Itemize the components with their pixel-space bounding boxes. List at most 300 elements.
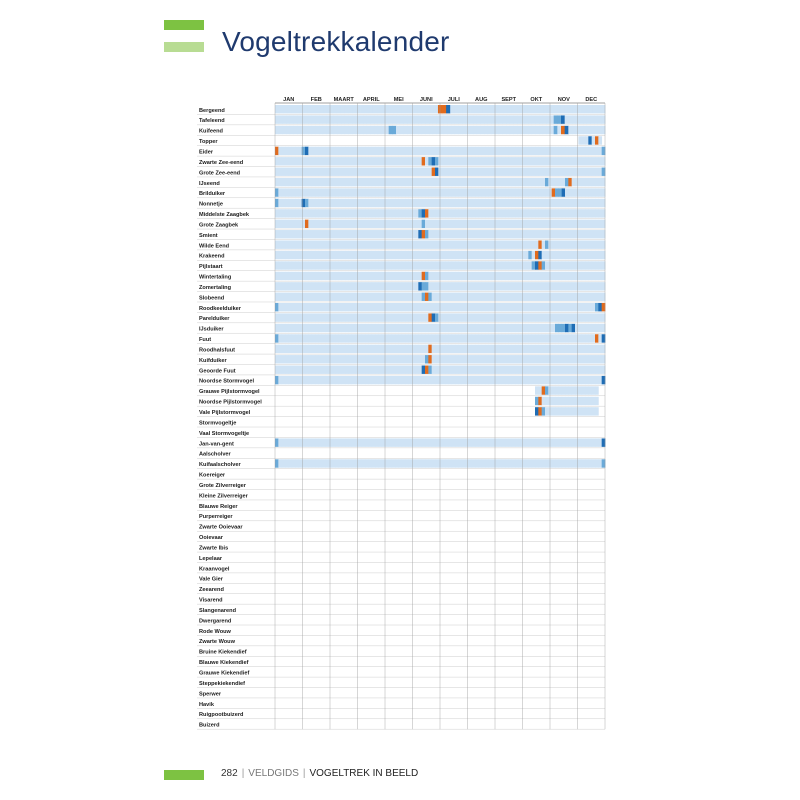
migration-cell <box>575 438 579 446</box>
migration-cell <box>385 376 389 384</box>
species-label: Geoorde Fuut <box>199 368 236 375</box>
migration-cell <box>398 324 402 332</box>
migration-cell <box>532 105 536 113</box>
migration-cell <box>278 230 282 238</box>
migration-cell <box>485 438 489 446</box>
migration-cell <box>405 230 409 238</box>
migration-cell <box>572 366 576 374</box>
migration-cell <box>578 313 582 321</box>
migration-cell <box>362 324 366 332</box>
migration-cell <box>455 376 459 384</box>
migration-cell <box>325 251 329 259</box>
migration-cell <box>475 220 479 228</box>
migration-cell <box>538 313 542 321</box>
migration-cell <box>342 157 346 165</box>
migration-cell <box>285 313 289 321</box>
migration-cell <box>378 293 382 301</box>
migration-cell <box>488 345 492 353</box>
migration-cell <box>512 240 516 248</box>
species-label: Pijlstaart <box>199 264 223 271</box>
migration-cell <box>552 397 556 405</box>
migration-cell <box>405 272 409 280</box>
migration-cell <box>318 438 322 446</box>
migration-cell <box>398 147 402 155</box>
migration-cell <box>472 376 476 384</box>
migration-cell <box>562 157 566 165</box>
migration-cell <box>502 376 506 384</box>
migration-cell <box>578 293 582 301</box>
migration-cell <box>448 240 452 248</box>
migration-cell <box>518 272 522 280</box>
migration-cell <box>355 313 359 321</box>
migration-cell <box>298 199 302 207</box>
migration-cell <box>275 230 279 238</box>
migration-cell <box>422 293 426 301</box>
migration-cell <box>288 209 292 217</box>
migration-cell <box>458 220 462 228</box>
migration-cell <box>538 282 542 290</box>
migration-cell <box>398 366 402 374</box>
migration-cell <box>578 407 582 415</box>
migration-cell <box>425 115 429 123</box>
migration-cell <box>292 168 296 176</box>
migration-cell <box>362 272 366 280</box>
migration-cell <box>348 147 352 155</box>
migration-cell <box>288 168 292 176</box>
migration-cell <box>392 157 396 165</box>
migration-cell <box>345 157 349 165</box>
migration-cell <box>372 376 376 384</box>
migration-cell <box>293 126 297 134</box>
migration-cell <box>568 261 572 269</box>
migration-cell <box>375 303 379 311</box>
migration-cell <box>498 168 502 176</box>
migration-cell <box>565 199 569 207</box>
migration-cell <box>462 126 466 134</box>
migration-cell <box>455 366 459 374</box>
migration-cell <box>342 178 346 186</box>
migration-cell <box>595 230 599 238</box>
migration-cell <box>295 251 299 259</box>
migration-cell <box>405 251 409 259</box>
migration-cell <box>282 355 286 363</box>
migration-cell <box>348 303 352 311</box>
migration-cell <box>385 324 389 332</box>
migration-cell <box>385 178 389 186</box>
month-label: AUG <box>475 97 488 103</box>
migration-cell <box>345 376 349 384</box>
migration-cell <box>568 355 572 363</box>
migration-cell <box>565 334 569 342</box>
migration-cell <box>592 345 596 353</box>
migration-cell <box>408 366 412 374</box>
migration-cell <box>532 240 536 248</box>
migration-cell <box>592 136 596 144</box>
migration-cell <box>388 272 392 280</box>
migration-cell <box>332 293 336 301</box>
migration-cell <box>458 178 462 186</box>
migration-cell <box>322 178 326 186</box>
migration-cell <box>448 261 452 269</box>
migration-cell <box>402 178 406 186</box>
migration-cell <box>305 324 309 332</box>
migration-cell <box>372 261 376 269</box>
migration-cell <box>542 438 546 446</box>
migration-cell <box>572 157 576 165</box>
migration-cell <box>448 147 452 155</box>
migration-cell <box>518 355 522 363</box>
migration-cell <box>465 188 469 196</box>
migration-cell <box>295 230 299 238</box>
migration-cell <box>568 303 572 311</box>
migration-cell <box>512 230 516 238</box>
migration-cell <box>595 438 599 446</box>
migration-cell <box>535 459 539 467</box>
migration-cell <box>598 136 602 144</box>
migration-cell <box>365 147 369 155</box>
migration-cell <box>375 345 379 353</box>
migration-cell <box>588 240 592 248</box>
migration-cell <box>315 168 319 176</box>
migration-cell <box>455 115 459 123</box>
migration-cell <box>278 168 282 176</box>
migration-cell <box>372 240 376 248</box>
migration-cell <box>568 366 572 374</box>
migration-cell <box>412 303 416 311</box>
migration-cell <box>418 199 422 207</box>
migration-cell <box>532 282 536 290</box>
migration-cell <box>525 282 529 290</box>
migration-cell <box>362 220 366 228</box>
migration-cell <box>298 168 302 176</box>
migration-cell <box>472 230 476 238</box>
migration-cell <box>442 168 446 176</box>
migration-cell <box>548 334 552 342</box>
migration-cell <box>565 209 569 217</box>
migration-cell <box>576 105 580 113</box>
migration-cell <box>325 168 329 176</box>
migration-cell <box>308 313 312 321</box>
migration-cell <box>550 126 554 134</box>
migration-cell <box>335 261 339 269</box>
migration-cell <box>595 261 599 269</box>
migration-cell <box>362 209 366 217</box>
migration-cell <box>594 115 598 123</box>
migration-cell <box>528 376 532 384</box>
migration-cell <box>508 272 512 280</box>
migration-cell <box>588 366 592 374</box>
migration-cell <box>502 230 506 238</box>
migration-cell <box>502 355 506 363</box>
migration-cell <box>432 459 436 467</box>
migration-cell <box>442 438 446 446</box>
migration-cell <box>592 324 596 332</box>
migration-cell <box>578 366 582 374</box>
migration-cell <box>488 282 492 290</box>
migration-cell <box>408 157 412 165</box>
migration-cell <box>548 459 552 467</box>
migration-cell <box>495 230 499 238</box>
migration-cell <box>578 397 582 405</box>
migration-cell <box>482 261 486 269</box>
migration-cell <box>538 261 542 269</box>
migration-cell <box>548 220 552 228</box>
migration-cell <box>308 355 312 363</box>
migration-cell <box>345 261 349 269</box>
migration-cell <box>480 126 484 134</box>
migration-cell <box>575 178 579 186</box>
migration-cell <box>478 188 482 196</box>
migration-cell <box>508 188 512 196</box>
migration-cell <box>562 407 566 415</box>
migration-cell <box>451 126 455 134</box>
migration-cell <box>548 209 552 217</box>
migration-cell <box>392 355 396 363</box>
migration-cell <box>495 168 499 176</box>
migration-cell <box>588 282 592 290</box>
migration-cell <box>275 366 279 374</box>
migration-cell <box>538 251 542 259</box>
migration-cell <box>465 313 469 321</box>
migration-cell <box>432 324 436 332</box>
migration-cell <box>447 115 451 123</box>
migration-cell <box>322 345 326 353</box>
migration-cell <box>555 459 559 467</box>
migration-cell <box>412 313 416 321</box>
migration-cell <box>275 220 279 228</box>
migration-cell <box>315 272 319 280</box>
month-label: NOV <box>557 97 570 103</box>
migration-cell <box>452 303 456 311</box>
migration-cell <box>422 240 426 248</box>
migration-cell <box>592 147 596 155</box>
migration-cell <box>482 324 486 332</box>
migration-cell <box>378 220 382 228</box>
footer-section: VELDGIDS <box>248 768 299 779</box>
migration-cell <box>558 220 562 228</box>
migration-cell <box>478 313 482 321</box>
migration-cell <box>472 168 476 176</box>
migration-cell <box>372 345 376 353</box>
migration-cell <box>542 157 546 165</box>
migration-cell <box>518 459 522 467</box>
migration-cell <box>462 261 466 269</box>
migration-cell <box>428 324 432 332</box>
migration-cell <box>302 313 306 321</box>
migration-cell <box>365 230 369 238</box>
migration-cell <box>408 199 412 207</box>
migration-cell <box>475 438 479 446</box>
migration-cell <box>477 126 481 134</box>
migration-cell <box>342 188 346 196</box>
migration-cell <box>508 199 512 207</box>
migration-cell <box>472 366 476 374</box>
migration-cell <box>326 115 330 123</box>
migration-cell <box>508 438 512 446</box>
migration-cell <box>455 438 459 446</box>
migration-cell <box>278 240 282 248</box>
migration-cell <box>578 438 582 446</box>
migration-cell <box>448 157 452 165</box>
migration-cell <box>488 313 492 321</box>
migration-cell <box>332 230 336 238</box>
migration-cell <box>508 230 512 238</box>
species-label: Zeearend <box>199 587 224 594</box>
migration-cell <box>445 282 449 290</box>
migration-cell <box>538 407 542 415</box>
migration-cell <box>482 293 486 301</box>
migration-cell <box>445 303 449 311</box>
migration-cell <box>425 178 429 186</box>
migration-cell <box>485 188 489 196</box>
migration-cell <box>315 251 319 259</box>
migration-cell <box>482 272 486 280</box>
migration-cell <box>288 199 292 207</box>
migration-cell <box>491 115 495 123</box>
migration-cell <box>555 261 559 269</box>
migration-cell <box>442 334 446 342</box>
migration-cell <box>342 272 346 280</box>
migration-cell <box>518 261 522 269</box>
migration-cell <box>408 272 412 280</box>
migration-cell <box>368 282 372 290</box>
migration-cell <box>432 272 436 280</box>
migration-cell <box>585 407 589 415</box>
migration-cell <box>348 313 352 321</box>
migration-cell <box>542 220 546 228</box>
migration-cell <box>352 345 356 353</box>
migration-cell <box>398 272 402 280</box>
migration-cell <box>565 313 569 321</box>
migration-cell <box>412 188 416 196</box>
migration-cell <box>308 251 312 259</box>
migration-cell <box>434 105 438 113</box>
migration-cell <box>535 240 539 248</box>
migration-cell <box>402 366 406 374</box>
migration-cell <box>422 220 426 228</box>
migration-cell <box>452 334 456 342</box>
migration-cell <box>332 168 336 176</box>
migration-cell <box>368 345 372 353</box>
migration-cell <box>352 105 356 113</box>
migration-cell <box>517 126 521 134</box>
migration-cell <box>418 188 422 196</box>
migration-cell <box>378 240 382 248</box>
migration-cell <box>368 178 372 186</box>
migration-cell <box>543 126 547 134</box>
migration-cell <box>352 459 356 467</box>
migration-cell <box>595 282 599 290</box>
migration-cell <box>335 272 339 280</box>
migration-cell <box>524 105 528 113</box>
migration-cell <box>352 366 356 374</box>
migration-cell <box>565 157 569 165</box>
migration-cell <box>522 303 526 311</box>
migration-cell <box>275 147 279 155</box>
migration-cell <box>345 199 349 207</box>
migration-cell <box>475 230 479 238</box>
migration-cell <box>468 240 472 248</box>
migration-cell <box>525 188 529 196</box>
migration-cell <box>408 324 412 332</box>
migration-cell <box>345 324 349 332</box>
migration-cell <box>395 376 399 384</box>
month-label: APRIL <box>362 97 380 103</box>
migration-cell <box>318 230 322 238</box>
migration-cell <box>515 376 519 384</box>
migration-cell <box>568 293 572 301</box>
migration-cell <box>412 438 416 446</box>
migration-cell <box>582 157 586 165</box>
migration-cell <box>282 303 286 311</box>
migration-cell <box>355 230 359 238</box>
migration-cell <box>506 115 510 123</box>
migration-cell <box>598 293 602 301</box>
migration-cell <box>402 376 406 384</box>
migration-cell <box>548 261 552 269</box>
migration-cell <box>462 376 466 384</box>
migration-cell <box>508 220 512 228</box>
migration-cell <box>432 230 436 238</box>
migration-cell <box>568 230 572 238</box>
migration-cell <box>572 324 576 332</box>
migration-cell <box>498 334 502 342</box>
migration-cell <box>568 168 572 176</box>
month-label: FEB <box>310 97 322 103</box>
migration-cell <box>402 272 406 280</box>
migration-cell <box>282 293 286 301</box>
migration-cell <box>538 345 542 353</box>
migration-cell <box>510 126 514 134</box>
migration-cell <box>335 459 339 467</box>
migration-cell <box>322 168 326 176</box>
migration-cell <box>540 105 544 113</box>
migration-cell <box>381 126 385 134</box>
migration-cell <box>278 282 282 290</box>
migration-cell <box>455 272 459 280</box>
migration-cell <box>428 376 432 384</box>
migration-cell <box>548 407 552 415</box>
migration-cell <box>405 324 409 332</box>
migration-cell <box>275 303 279 311</box>
migration-cell <box>558 272 562 280</box>
migration-cell <box>365 251 369 259</box>
migration-cell <box>388 303 392 311</box>
migration-cell <box>298 240 302 248</box>
migration-cell <box>338 438 342 446</box>
migration-cell <box>568 251 572 259</box>
migration-cell <box>575 386 579 394</box>
migration-cell <box>518 438 522 446</box>
migration-cell <box>352 115 356 123</box>
migration-cell <box>398 303 402 311</box>
migration-cell <box>462 355 466 363</box>
migration-cell <box>532 355 536 363</box>
migration-cell <box>372 168 376 176</box>
migration-cell <box>398 334 402 342</box>
migration-cell <box>568 178 572 186</box>
migration-cell <box>555 157 559 165</box>
migration-cell <box>378 147 382 155</box>
migration-cell <box>338 324 342 332</box>
migration-cell <box>545 438 549 446</box>
migration-cell <box>562 199 566 207</box>
migration-cell <box>422 324 426 332</box>
migration-cell <box>548 272 552 280</box>
migration-cell <box>395 199 399 207</box>
migration-cell <box>295 178 299 186</box>
migration-cell <box>435 199 439 207</box>
